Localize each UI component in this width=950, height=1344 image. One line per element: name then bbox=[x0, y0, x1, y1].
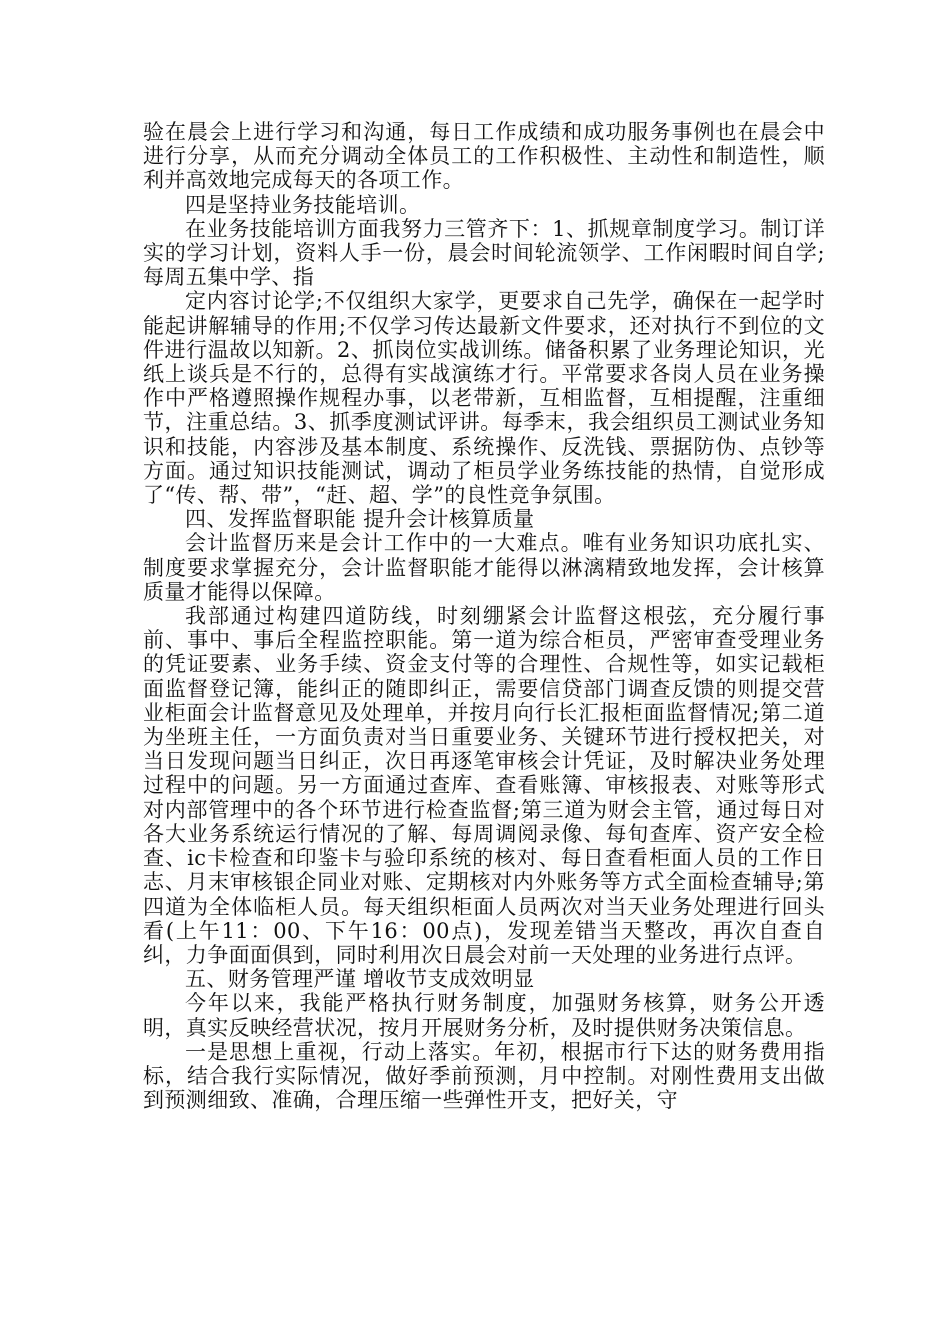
paragraph: 定内容讨论学;不仅组织大家学，更要求自己先学，确保在一起学时能起讲解辅导的作用;不仅学习传达最新文件要求，还对执行不到位的文件进行温故以知新。2、抓岗位实战训练。储备积累了业务理论知识，光纸上谈兵是不行的，总得有实战演练才行。平常要求各岗人员在业务操作中严格遵照操作规程办事，以老带新，互相监督，互相提醒，注重细节，注重总结。3、抓季度测试评讲。每季末，我会组织员工测试业务知识和技能，内容涉及基本制度、系统操作、反洗钱、票据防伪、点钞等方面。通过知识技能测试，调动了柜员学业务练技能的热情，自觉形成了“传、帮、带”，“赶、超、学”的良性竞争氛围。 bbox=[143, 289, 825, 508]
paragraph: 会计监督历来是会计工作中的一大难点。唯有业务知识功底扎实、制度要求掌握充分，会计监督职能才能得以淋漓精致地发挥，会计核算质量才能得以保障。 bbox=[143, 531, 825, 604]
paragraph: 验在晨会上进行学习和沟通，每日工作成绩和成功服务事例也在晨会中进行分享，从而充分调动全体员工的工作积极性、主动性和制造性，顺利并高效地完成每天的各项工作。 bbox=[143, 120, 825, 193]
paragraph: 在业务技能培训方面我努力三管齐下：1、抓规章制度学习。制订详实的学习计划，资料人手一份，晨会时间轮流领学、工作闲暇时间自学;每周五集中学、指 bbox=[143, 216, 825, 290]
section-heading: 五、财务管理严谨 增收节支成效明显 bbox=[185, 967, 535, 992]
paragraph: 四是坚持业务技能培训。 bbox=[185, 192, 421, 217]
paragraph: 今年以来，我能严格执行财务制度，加强财务核算，财务公开透明，真实反映经营状况，按月开展财务分析，及时提供财务决策信息。 bbox=[143, 991, 825, 1040]
document-body bbox=[143, 120, 825, 1112]
paragraph: 我部通过构建四道防线，时刻绷紧会计监督这根弦，充分履行事前、事中、事后全程监控职能。第一道为综合柜员，严密审查受理业务的凭证要素、业务手续、资金支付等的合理性、合规性等，如实记载柜面监督登记簿，能纠正的随即纠正，需要信贷部门调查反馈的则提交营业柜面会计监督意见及处理单，并按月向行长汇报柜面监督情况;第二道为坐班主任，一方面负责对当日重要业务、关键环节进行授权把关，对当日发现问题当日纠正，次日再逐笔审核会计凭证，及时解决业务处理过程中的问题。另一方面通过查库、查看账簿、审核报表、对账等形式对内部管理中的各个环节进行检查监督;第三道为财会主管，通过每日对各大业务系统运行情况的了解、每周调阅录像、每旬查库、资产安全检查、ic卡检查和印鉴卡与验印系统的核对、每日查看柜面人员的工作日志、月末审核银企同业对账、定期核对内外账务等方式全面检查辅导;第四道为全体临柜人员。每天组织柜面人员两次对当天业务处理进行回头看(上午11：00、下午16：00点)，发现差错当天整改，再次自查自纠，力争面面俱到，同时利用次日晨会对前一天处理的业务进行点评。 bbox=[143, 604, 825, 967]
section-heading: 四、发挥监督职能 提升会计核算质量 bbox=[185, 507, 535, 532]
paragraph: 一是思想上重视，行动上落实。年初，根据市行下达的财务费用指标，结合我行实际情况，做好季前预测，月中控制。对刚性费用支出做到预测细致、准确，合理压缩一些弹性开支，把好关，守 bbox=[143, 1039, 825, 1113]
